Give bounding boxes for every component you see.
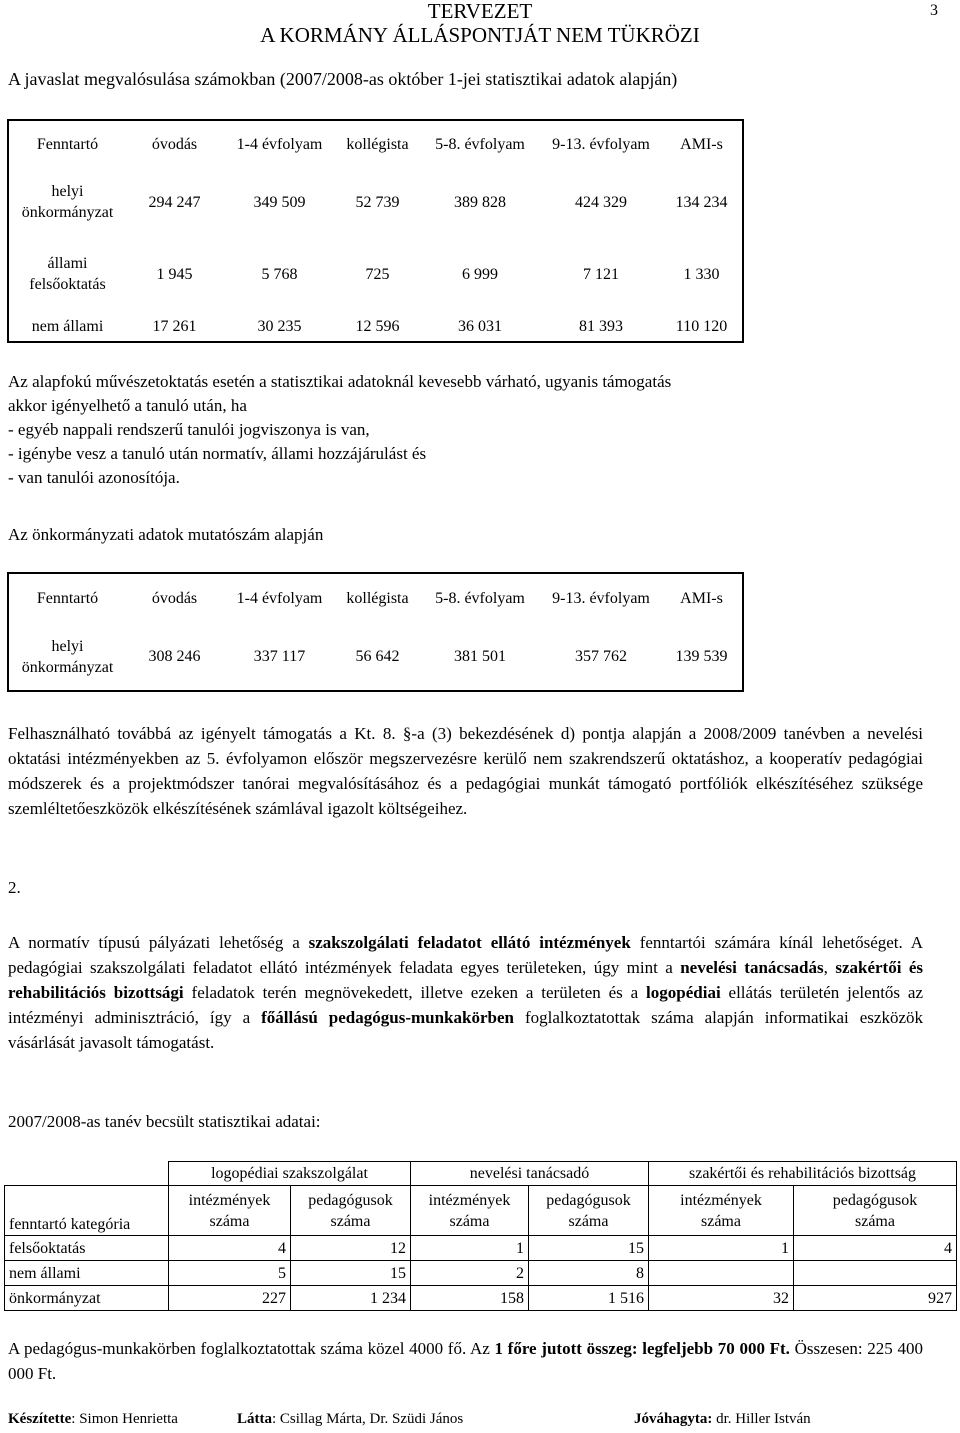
- table-row: [5, 1261, 957, 1286]
- table-row: [5, 1286, 957, 1311]
- row-label: önkormányzat: [5, 1286, 169, 1311]
- col-header: Fenntartó: [36, 590, 99, 607]
- ami-note: [8, 370, 671, 490]
- text-line: - egyéb nappali rendszerű tanulói jogviszonya is van,: [8, 420, 370, 439]
- disclaimer-label: A KORMÁNY ÁLLÁSPONTJÁT NEM TÜKRÖZI: [260, 23, 700, 47]
- sub-header: [529, 1186, 649, 1236]
- intro-text: A javaslat megvalósulása számokban (2007/2008-as október 1-jei statisztikai adatok alapján): [8, 69, 678, 89]
- cell: 5: [169, 1261, 291, 1286]
- bold-span: szakszolgálati feladatot ellátó intézmények: [308, 933, 631, 952]
- text-span: fenntartói számára kínál lehetőséget. A pedagógiai szakszolgálati feladatot ellátó intézmények feladata egyes területeken, úgy mint a: [8, 933, 923, 977]
- sub-header-line: pedagógusok: [832, 1191, 918, 1209]
- col-header: 1-4 évfolyam: [236, 136, 323, 153]
- group-header-row: [5, 1162, 957, 1186]
- cell: [649, 1261, 794, 1286]
- sub-header-line: száma: [209, 1212, 250, 1230]
- col-header: óvodás: [151, 136, 198, 153]
- text-span: A pedagógus-munkakörben foglalkoztatottak száma közel 4000 fő. Az: [8, 1339, 495, 1358]
- text-line: - igénybe vesz a tanuló után normatív, állami hozzájárulást és: [8, 444, 427, 463]
- cell: [794, 1261, 957, 1286]
- cell: 294 247: [148, 193, 201, 211]
- col-header: 5-8. évfolyam: [435, 136, 525, 153]
- page-number: 3: [930, 2, 938, 19]
- sub-header-line: pedagógusok: [308, 1191, 393, 1209]
- col-header: AMI-s: [680, 136, 723, 153]
- table-row: [8, 168, 743, 236]
- text-span: A normatív típusú pályázati lehetőség a: [8, 933, 309, 952]
- table-header-row: [8, 573, 743, 623]
- table-row: [8, 312, 743, 342]
- bold-span: nevelési tanácsadás: [680, 958, 824, 977]
- cell: 134 234: [675, 193, 728, 211]
- row-label: állami felsőoktatás: [29, 255, 106, 293]
- sub-header-row: [5, 1186, 957, 1236]
- bold-span: szakértői és rehabilitációs bizottsági: [8, 958, 924, 1002]
- cell: 1 234: [291, 1286, 411, 1311]
- col-header: Fenntartó: [36, 136, 99, 153]
- stats-table-1: [7, 119, 744, 343]
- cell: 12 596: [355, 318, 400, 335]
- cell: 1 945: [156, 265, 193, 283]
- cell: 139 539: [675, 648, 728, 665]
- footer-approved-by: [634, 1411, 811, 1428]
- cell: 424 329: [575, 193, 627, 211]
- sub-header-line: száma: [701, 1212, 741, 1230]
- cell: 15: [291, 1261, 411, 1286]
- cell: 227: [169, 1286, 291, 1311]
- cell: 337 117: [253, 648, 306, 665]
- category-header: fenntartó kategória: [5, 1186, 169, 1236]
- subtitle-estimated: 2007/2008-as tanév becsült statisztikai adatai:: [8, 1112, 321, 1131]
- usage-paragraph: Felhasználható továbbá az igényelt támogatás a Kt. 8. §-a (3) bekezdésének d) pontja alapján a 2008/2009 tanévben a nevelési oktatási intézményekben az 5. évfolyamon először megszervezésre kerülő nem szakrendszerű oktatáshoz, a kooperatív pedagógiai módszerek és a projektmódszer tanórai megvalósításához és a pedagógiai munkát támogató portfóliók elkészítéséhez szüksége szemléltetőeszközök elkészítésének számlával igazolt költségeihez.: [8, 724, 923, 818]
- cell: 1 516: [529, 1286, 649, 1311]
- footer-value: : Simon Henrietta: [71, 1411, 178, 1427]
- sub-header-line: száma: [330, 1212, 371, 1230]
- footer-value: dr. Hiller István: [712, 1411, 811, 1427]
- sub-header: [411, 1186, 529, 1236]
- table-header-row: [8, 120, 743, 168]
- cell: 2: [411, 1261, 529, 1286]
- text-line: - van tanulói azonosítója.: [8, 468, 180, 487]
- sub-header-line: intézmények: [428, 1191, 511, 1209]
- text-line: Az alapfokú művészetoktatás esetén a statisztikai adatoknál kevesebb várható, ugyanis támogatás: [8, 372, 672, 391]
- row-label: nem állami: [31, 318, 104, 335]
- cell: 725: [365, 265, 390, 283]
- cell: 4: [169, 1236, 291, 1261]
- col-header: kollégista: [346, 590, 409, 607]
- sub-header: [649, 1186, 794, 1236]
- cell: 6 999: [462, 265, 498, 283]
- stats-table-3: [4, 1161, 957, 1311]
- row-label: helyi önkormányzat: [21, 637, 114, 676]
- cell: 1: [411, 1236, 529, 1261]
- text-span: Összesen: 225 400 000 Ft.: [8, 1339, 923, 1383]
- footer-label: Készítette: [8, 1411, 72, 1427]
- col-header: 1-4 évfolyam: [236, 590, 323, 607]
- cell: 81 393: [579, 318, 623, 335]
- cell: 52 739: [355, 193, 400, 211]
- col-header: 9-13. évfolyam: [552, 136, 650, 153]
- footer-made-by: [8, 1411, 178, 1428]
- text-line: akkor igényelhető a tanuló után, ha: [8, 396, 247, 415]
- sub-header: [291, 1186, 411, 1236]
- col-header: óvodás: [151, 590, 198, 607]
- sub-header-line: intézmények: [188, 1191, 271, 1209]
- cell: 4: [794, 1236, 957, 1261]
- bold-span: főállású pedagógus-munkakörben: [261, 1008, 514, 1027]
- cell: 1 330: [683, 265, 720, 283]
- group-header: logopédiai szakszolgálat: [169, 1162, 411, 1186]
- footer-value: : Csillag Márta, Dr. Szüdi János: [272, 1411, 464, 1427]
- stats-table-2: [7, 572, 744, 692]
- row-label: nem állami: [5, 1261, 169, 1286]
- cell: 5 768: [261, 265, 298, 283]
- cell: 381 501: [454, 648, 506, 665]
- row-label: felsőoktatás: [5, 1236, 169, 1261]
- cell: 158: [411, 1286, 529, 1311]
- draft-label: TERVEZET: [427, 0, 533, 23]
- section-number: 2.: [8, 878, 21, 897]
- cell: 36 031: [458, 318, 502, 335]
- cell: 32: [649, 1286, 794, 1311]
- bold-span: logopédiai: [646, 983, 721, 1002]
- empty-cell: [5, 1162, 169, 1186]
- closing-paragraph: [8, 1336, 923, 1386]
- cell: 1: [649, 1236, 794, 1261]
- text-span: feladatok terén megnövekedett, illetve ezeken a területen és a: [183, 983, 647, 1002]
- row-label: helyi önkormányzat: [21, 183, 114, 221]
- sub-header-line: pedagógusok: [546, 1191, 631, 1209]
- col-header: 5-8. évfolyam: [435, 590, 525, 607]
- sub-header: [794, 1186, 957, 1236]
- col-header: 9-13. évfolyam: [552, 590, 650, 607]
- cell: 8: [529, 1261, 649, 1286]
- cell: 15: [529, 1236, 649, 1261]
- cell: 56 642: [355, 648, 400, 665]
- bold-span: 1 főre jutott összeg: legfeljebb 70 000 Ft.: [494, 1339, 790, 1358]
- sub-header-line: intézmények: [680, 1191, 762, 1209]
- table-row: [5, 1236, 957, 1261]
- cell: 110 120: [675, 318, 728, 335]
- cell: 12: [291, 1236, 411, 1261]
- sub-header-line: száma: [449, 1212, 490, 1230]
- group-header: szakértői és rehabilitációs bizottság: [649, 1162, 957, 1186]
- table-row: [8, 623, 743, 691]
- text-span: ellátás területén jelentős az intézményi adminisztráció, így a: [8, 983, 923, 1027]
- cell: 17 261: [152, 318, 197, 335]
- text-span: ,: [823, 958, 836, 977]
- cell: 357 762: [575, 648, 627, 665]
- group-header: nevelési tanácsadó: [411, 1162, 649, 1186]
- sub-header-line: száma: [568, 1212, 609, 1230]
- col-header: AMI-s: [680, 590, 723, 607]
- cell: 389 828: [454, 193, 506, 211]
- table-row: [8, 236, 743, 312]
- footer-label: Jóváhagyta:: [634, 1411, 713, 1427]
- section-2-paragraph: [8, 930, 923, 1055]
- cell: 927: [794, 1286, 957, 1311]
- sub-header-line: száma: [855, 1212, 895, 1230]
- subtitle-municipal: Az önkormányzati adatok mutatószám alapján: [8, 525, 324, 544]
- cell: 308 246: [148, 648, 201, 665]
- footer-seen-by: [237, 1411, 463, 1428]
- cell: 7 121: [583, 265, 619, 283]
- col-header: kollégista: [346, 136, 409, 153]
- cell: 30 235: [257, 318, 302, 335]
- sub-header: [169, 1186, 291, 1236]
- cell: 349 509: [253, 193, 306, 211]
- text-span: foglalkoztatottak száma alapján informatikai eszközök vásárlását javasolt támogatást.: [8, 1008, 923, 1052]
- footer-label: Látta: [237, 1411, 272, 1427]
